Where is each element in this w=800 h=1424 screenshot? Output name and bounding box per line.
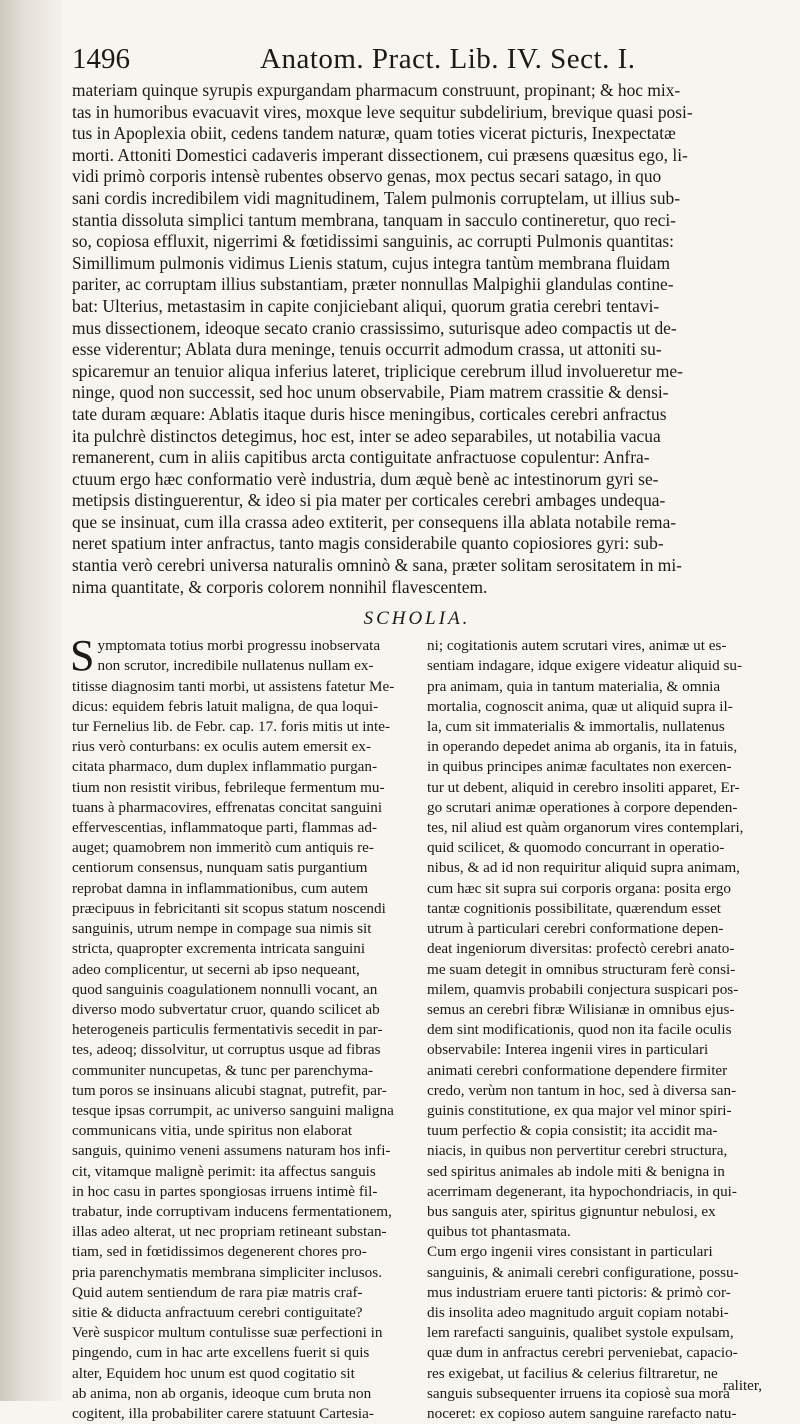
text-line: alter, Equidem hoc unum est quod cogitatio sit: [72, 1364, 355, 1382]
text-line: niacis, in quibus non pervertitur cerebri structura,: [427, 1142, 728, 1160]
text-line: nima quantitate, & corporis colorem nonnihil flavescentem.: [72, 576, 488, 597]
text-line: dis insolita adeo magnitudo arguit copiam notabi-: [427, 1303, 729, 1321]
text-line: tuans à pharmacovires, effrenatas concitat sanguini: [72, 798, 383, 816]
text-line: me suam detegit in omnibus structuram ferè consi-: [427, 960, 736, 978]
page-gutter-shadow: [0, 0, 62, 1401]
text-line: non scrutor, incredibile nullatenus nullam ex-: [97, 657, 374, 675]
text-line: ni; cogitationis autem scrutari vires, animæ ut es-: [427, 637, 727, 655]
text-line: ab anima, non ab organis, ideoque cum bruta non: [72, 1384, 372, 1402]
text-line: mus industriam eruere tanti pictoris: & primò cor-: [427, 1283, 731, 1301]
text-line: milem, quamvis probabili conjectura suspicari pos-: [427, 980, 739, 998]
text-line: auget; quamobrem non immeritò cum antiquis re-: [72, 839, 374, 857]
text-line: dicus: equidem febris latuit maligna, de qua loqui-: [72, 697, 379, 715]
text-line: præcipuus in febricitanti sit scopus statum noscendi: [72, 899, 386, 917]
text-line: in hoc casu in partes spongiosas irruens intimè fil-: [72, 1182, 378, 1200]
text-line: tantæ cognitionis possibilitate, quærendum esset: [427, 899, 722, 917]
text-line: sanguis, quinimo veneni assumens naturam hos infi-: [72, 1142, 391, 1160]
text-line: bus sanguis ater, spiritus gignuntur nebulosi, ex: [427, 1202, 716, 1220]
text-line: mus dissectionem, ideoque secato cranio crassissimo, suturisque adeo compactis ut de-: [72, 317, 677, 338]
text-line: sitie & diducta anfractuum cerebri contiguitate?: [72, 1303, 363, 1321]
text-line: pariter, ac corruptam illius substantiam, præter nonnullas Malpighii glandulas contine-: [72, 274, 674, 295]
text-line: stricta, quapropter excrementa intricata sanguini: [72, 940, 366, 958]
page-number: 1496: [72, 43, 130, 75]
drop-cap: S: [70, 636, 95, 677]
text-line: in operando depedet anima ab organis, ita in fatuis,: [427, 738, 738, 756]
text-line: vidi primò corporis intensè rubentes observo genas, mox pectus secari satago, in quo: [72, 166, 662, 187]
text-line: remanerent, cum in aliis capitibus arcta contiguitate anfractuose copulentur: Anfra-: [72, 447, 650, 468]
page-header: [72, 38, 762, 80]
text-line: ymptomata totius morbi progressu inobservata: [97, 637, 381, 655]
text-line: materiam quinque syrupis expurgandam pharmacum construunt, propinant; & hoc mix-: [72, 80, 681, 100]
text-line: centiorum consensus, nunquam satis purgantium: [72, 859, 368, 877]
text-line: ctuum ergo hæc conformatio verè industria, dum æquè benè ac intestinorum gyri se-: [72, 468, 659, 489]
text-line: stantia dissoluta simplici tantum membrana, tanquam in sacculo contineretur, quo reci-: [72, 209, 676, 230]
text-line: quid scilicet, & quomodo concurrant in operatio-: [427, 839, 725, 857]
text-line: tesque ipsas corrumpit, ac universo sanguini maligna: [72, 1101, 394, 1119]
text-line: quæ dum in anfractus cerebri perveniebat, capacio-: [427, 1344, 738, 1362]
text-line: communicans vitia, unde spiritus non elaborat: [72, 1122, 353, 1140]
catchword: raliter,: [723, 1378, 762, 1394]
text-line: in quibus principes animæ facultates non exercen-: [427, 758, 732, 776]
text-line: Verè suspicor multum contulisse suæ perfectioni in: [72, 1324, 383, 1342]
right-column: [427, 636, 762, 1424]
main-text-block: [72, 80, 762, 598]
text-line: cit, vitamque malignè perimit: ita affectus sanguis: [72, 1162, 376, 1180]
text-line: dem sint modificationis, quod non ita facile oculis: [427, 1021, 732, 1039]
text-line: tur ut debent, aliquid in cerebro insoliti apparet, Er-: [427, 778, 740, 796]
text-line: res exigebat, ut facilius & celerius filtraretur, ne: [427, 1364, 718, 1382]
text-line: tum poros se insinuans alicubi stagnat, putrefit, par-: [72, 1081, 387, 1099]
text-line: sanguinis, utrum nempe in compage sua nimis sit: [72, 920, 372, 938]
text-line: tate duram æquare: Ablatis itaque duris hisce meningibus, corticales cerebri anfractus: [72, 403, 667, 424]
text-line: titisse diagnosim tanti morbi, ut assistens fatetur Me-: [72, 677, 395, 695]
text-line: sanguis subsequenter irruens ita copiosè sua mora: [427, 1384, 730, 1402]
text-line: so, copiosa effluxit, nigerrimi & fœtidissimi sanguinis, ac corrupti Pulmonis quantitas:: [72, 231, 675, 252]
text-line: Cum ergo ingenii vires consistant in particulari: [427, 1243, 713, 1261]
text-line: tas in humoribus evacuavit vires, moxque leve sequitur subdelirium, brevique quasi posi-: [72, 101, 693, 122]
text-line: noceret: ex copioso autem sanguine rarefacto natu-: [427, 1404, 737, 1422]
text-line: cum hæc sit supra sui corporis organa: posita ergo: [427, 879, 731, 897]
left-column: [72, 636, 407, 1424]
text-line: pria parenchymatis membrana simpliciter inclusos.: [72, 1263, 382, 1281]
text-line: lem rarefacti sanguinis, qualibet systole expulsam,: [427, 1324, 734, 1342]
text-line: semus an cerebri fibræ Wilisianæ in omnibus ejus-: [427, 1000, 735, 1018]
text-line: communiter nuncupetas, & tunc per parenchyma-: [72, 1061, 374, 1079]
text-line: esse viderentur; Ablata dura meninge, tenuis occurrit admodum crassa, ut attoniti su-: [72, 339, 662, 360]
text-line: morti. Attoniti Domestici cadaveris imperant dissectionem, cui præsens quæsitus ego, li-: [72, 144, 688, 165]
text-line: spicaremur an tenuior aliqua inferius lateret, triplicique cerebrum illud involueretur me-: [72, 360, 683, 381]
text-line: quibus tot phantasmata.: [427, 1223, 571, 1241]
text-line: citata pharmaco, dum duplex inflammatio purgan-: [72, 758, 378, 776]
text-line: guinis constitutione, ex qua major vel minor spiri-: [427, 1101, 732, 1119]
text-line: mortalia, cognoscit anima, quæ ut aliquid supra il-: [427, 697, 733, 715]
text-line: sentiam indagare, idque exigere videatur aliquid su-: [427, 657, 743, 675]
text-line: nibus, & ad id non requiritur aliquid supra animam,: [427, 859, 740, 877]
text-line: rius verò conturbans: ex oculis autem emersit ex-: [72, 738, 372, 756]
text-line: tuum perfectio & copia consistit; ita accidit ma-: [427, 1122, 718, 1140]
text-line: tes, nil aliud est quàm organorum vires contemplari,: [427, 819, 744, 837]
text-line: go scrutari animæ operationes à corpore dependen-: [427, 798, 738, 816]
running-head: Anatom. Pract. Lib. IV. Sect. I.: [260, 43, 636, 75]
scholia-columns: [72, 636, 762, 1424]
text-line: Quid autem sentiendum de rara piæ matris craf-: [72, 1283, 363, 1301]
text-line: neret spatium inter anfractus, tanto magis considerabile quanto copiosiores gyri: sub-: [72, 533, 664, 554]
text-line: illas adeo alterat, ut nec propriam retineant substan-: [72, 1223, 387, 1241]
text-line: acerrimam degenerant, ita hypochondriacis, in qui-: [427, 1182, 737, 1200]
text-line: tium non resistit viribus, febrileque fermentum mu-: [72, 778, 385, 796]
text-line: diverso modo subvertatur cruor, quando scilicet ab: [72, 1000, 380, 1018]
text-line: tes, adeoq; dissolvitur, ut corruptus usque ad fibras: [72, 1041, 381, 1059]
text-line: reprobat damna in inflammationibus, cum autem: [72, 879, 369, 897]
text-line: Simillimum pulmonis vidimus Lienis statum, cujus integra tantùm membrana fluidam: [72, 252, 670, 273]
text-line: sani cordis incredibilem vidi magnitudinem, Talem pulmonis corruptelam, ut illius sub-: [72, 187, 681, 208]
text-line: quod sanguinis coagulationem nonnulli vocant, an: [72, 980, 378, 998]
text-line: credo, verùm non tantum in hoc, sed à diversa san-: [427, 1081, 737, 1099]
text-line: cogitent, illa probabiliter carere statuunt Cartesia-: [72, 1404, 374, 1422]
text-line: tiam, sed in fœtidissimos degenerent chores pro-: [72, 1243, 367, 1261]
text-line: effervescentias, inflammatoque parti, flammas ad-: [72, 819, 378, 837]
text-line: animati cerebri conformatione dependere firmiter: [427, 1061, 728, 1079]
text-line: observabile: Interea ingenii vires in particulari: [427, 1041, 709, 1059]
text-line: sed spiritus animales ab indole miti & benigna in: [427, 1162, 725, 1180]
text-line: ninge, quod non successit, sed hoc unum observabile, Piam matrem crassitie & densi-: [72, 382, 669, 403]
text-line: pra animam, quia in tantum materialia, & omnia: [427, 677, 721, 695]
text-line: ita pulchrè distinctos detegimus, hoc est, inter se adeo separabiles, ut notabilia vacua: [72, 425, 661, 446]
text-line: pingendo, cum in hac arte excellens fuerit si quis: [72, 1344, 370, 1362]
text-line: tus in Apoplexia obiit, cedens tandem naturæ, quam toties vicerat picturis, Inexpectatæ: [72, 123, 676, 144]
text-line: adeo complicentur, ut secerni ab ipso nequeant,: [72, 960, 360, 978]
text-line: que se insinuat, cum illa crassa adeo extiterit, per consequens illa ablata notabile rema-: [72, 511, 677, 532]
text-line: deat ingeniorum diversitas: profectò cerebri anato-: [427, 940, 735, 958]
text-line: tur Fernelius lib. de Febr. cap. 17. foris mitis ut inte-: [72, 718, 391, 736]
text-line: la, cum sit immaterialis & immortalis, nullatenus: [427, 718, 725, 736]
scholia-heading: SCHOLIA.: [363, 608, 471, 630]
text-line: bat: Ulterius, metastasim in capite conjiciebant aliqui, quorum gratia cerebri tentavi-: [72, 295, 660, 316]
text-line: stantia verò cerebri universa naturalis omninò & sana, præter solitam serositatem in mi-: [72, 555, 682, 576]
text-line: heterogeneis particulis fermentativis secedit in par-: [72, 1021, 383, 1039]
text-line: utrum à particulari cerebri conformatione depen-: [427, 920, 724, 938]
text-line: sanguinis, & animali cerebri configuratione, possu-: [427, 1263, 739, 1281]
text-line: metipsis distinguerentur, & ideo si pia mater per corticales cerebri ambages undequa-: [72, 490, 666, 511]
text-line: trabatur, inde corruptivam inducens fermentationem,: [72, 1202, 392, 1220]
